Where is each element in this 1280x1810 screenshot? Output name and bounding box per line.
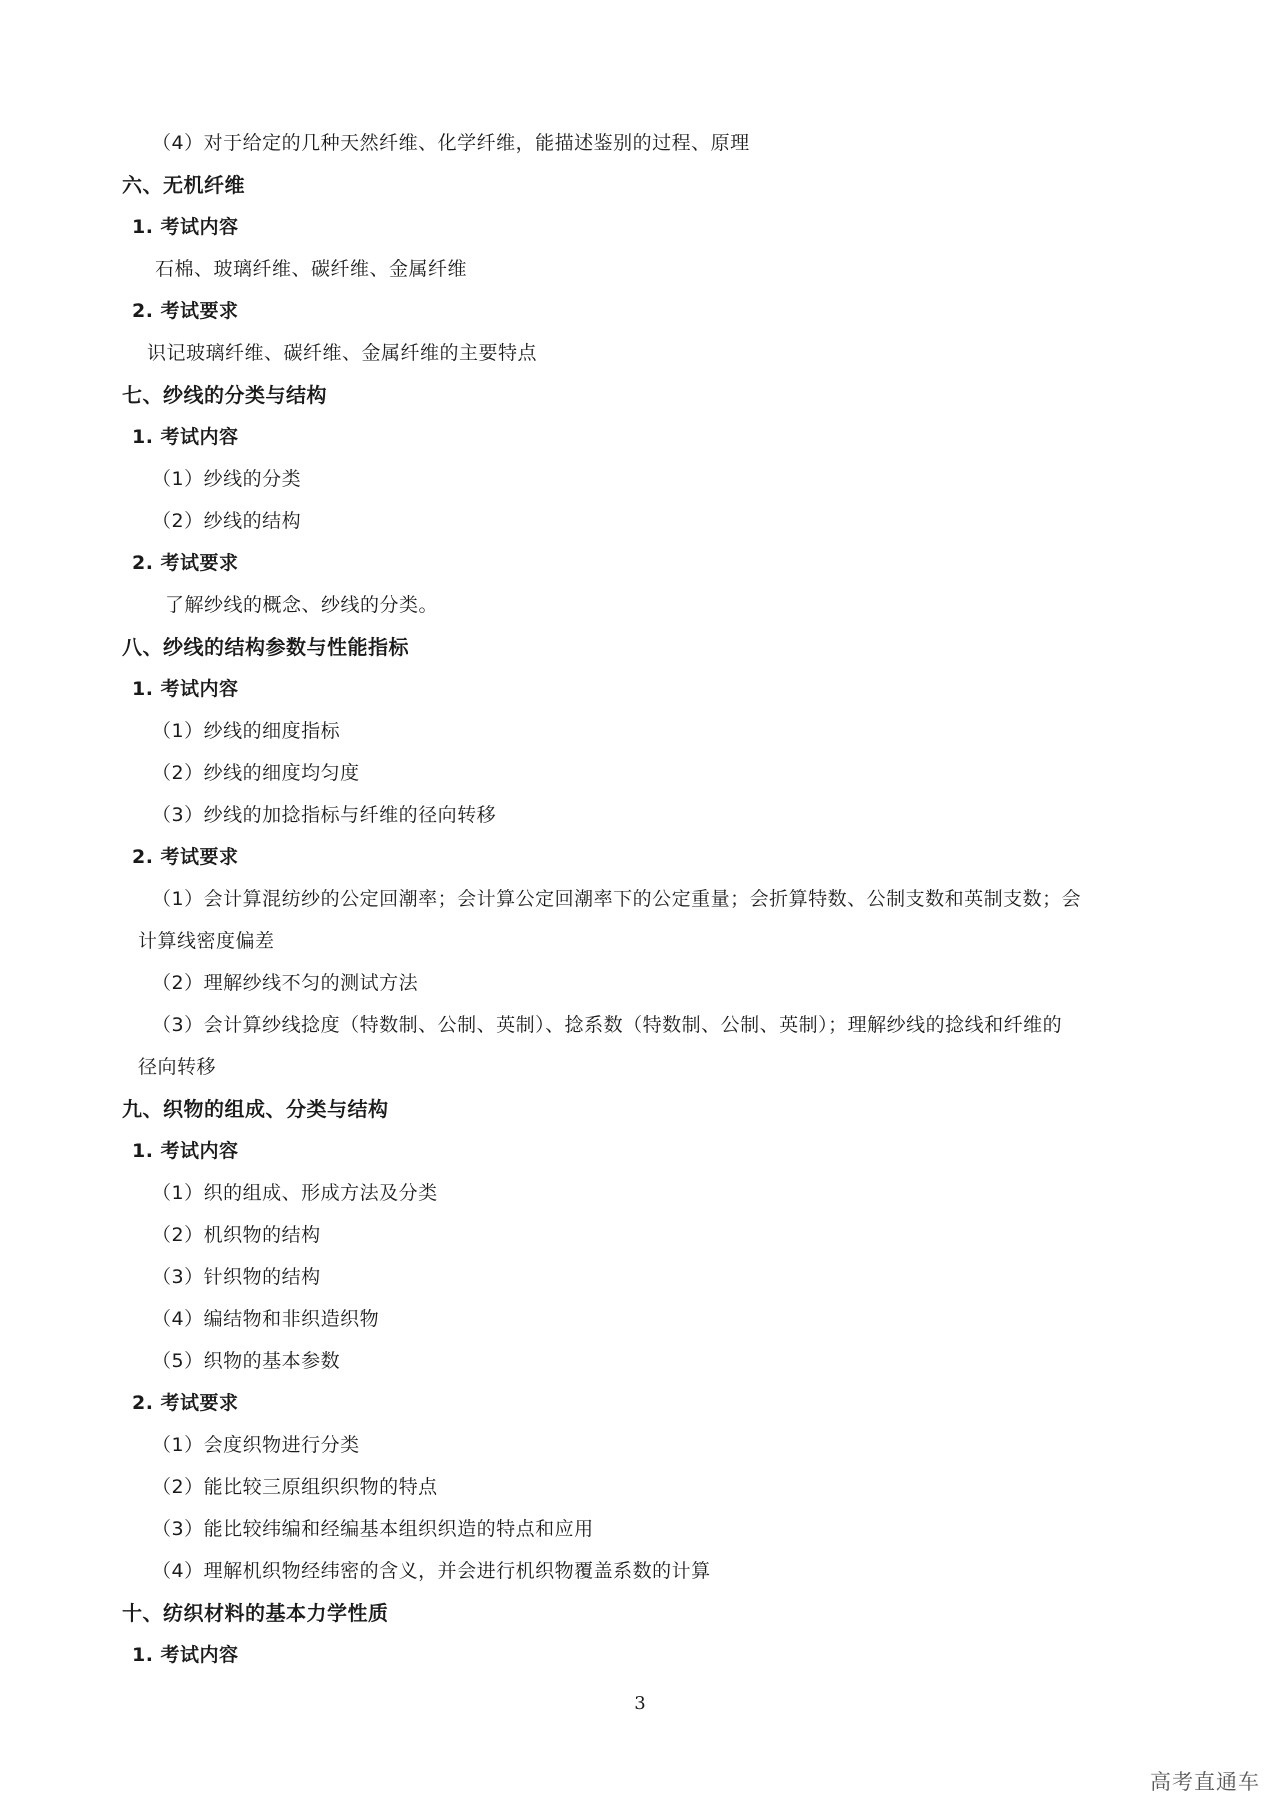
section-heading: 六、无机纤维	[122, 173, 245, 197]
body-line: 计算线密度偏差	[138, 930, 275, 952]
body-line: （2）理解纱线不匀的测试方法	[152, 972, 419, 994]
body-line: （4）对于给定的几种天然纤维、化学纤维，能描述鉴别的过程、原理	[152, 132, 750, 154]
body-line: （2）能比较三原组织织物的特点	[152, 1476, 438, 1498]
body-line: （3）能比较纬编和经编基本组织织造的特点和应用	[152, 1518, 594, 1540]
section-heading: 九、织物的组成、分类与结构	[122, 1097, 389, 1121]
subsection-heading: 1. 考试内容	[132, 1140, 239, 1162]
body-line: （2）纱线的结构	[152, 510, 302, 532]
body-line: 石棉、玻璃纤维、碳纤维、金属纤维	[155, 258, 468, 280]
subsection-heading: 1. 考试内容	[132, 678, 239, 700]
body-line: （2）纱线的细度均匀度	[152, 762, 360, 784]
section-heading: 十、纺织材料的基本力学性质	[122, 1601, 389, 1625]
body-line: 识记玻璃纤维、碳纤维、金属纤维的主要特点	[147, 342, 538, 364]
body-line: （1）会度织物进行分类	[152, 1434, 360, 1456]
body-line: （4）编结物和非织造织物	[152, 1308, 380, 1330]
body-line: （4）理解机织物经纬密的含义，并会进行机织物覆盖系数的计算	[152, 1560, 711, 1582]
body-line: （1）纱线的分类	[152, 468, 302, 490]
body-line: （3）纱线的加捻指标与纤维的径向转移	[152, 804, 497, 826]
body-line: （1）纱线的细度指标	[152, 720, 341, 742]
subsection-heading: 2. 考试要求	[132, 846, 239, 868]
section-heading: 八、纱线的结构参数与性能指标	[122, 635, 409, 659]
body-line: 径向转移	[138, 1056, 217, 1078]
subsection-heading: 2. 考试要求	[132, 1392, 239, 1414]
subsection-heading: 1. 考试内容	[132, 1644, 239, 1666]
subsection-heading: 2. 考试要求	[132, 300, 239, 322]
watermark-logo: 高考直通车	[1150, 1770, 1260, 1794]
body-line: （3）针织物的结构	[152, 1266, 321, 1288]
subsection-heading: 1. 考试内容	[132, 216, 239, 238]
body-line: （5）织物的基本参数	[152, 1350, 341, 1372]
body-line: （1）会计算混纺纱的公定回潮率；会计算公定回潮率下的公定重量；会折算特数、公制支数和英制支数；会	[152, 888, 1082, 910]
section-heading: 七、纱线的分类与结构	[122, 383, 327, 407]
body-line: （1）织的组成、形成方法及分类	[152, 1182, 438, 1204]
subsection-heading: 2. 考试要求	[132, 552, 239, 574]
body-line: （3）会计算纱线捻度（特数制、公制、英制）、捻系数（特数制、公制、英制）；理解纱线的捻线和纤维的	[152, 1014, 1063, 1036]
body-line: 了解纱线的概念、纱线的分类。	[165, 594, 439, 616]
body-line: （2）机织物的结构	[152, 1224, 321, 1246]
subsection-heading: 1. 考试内容	[132, 426, 239, 448]
page-number: 3	[634, 1693, 646, 1714]
